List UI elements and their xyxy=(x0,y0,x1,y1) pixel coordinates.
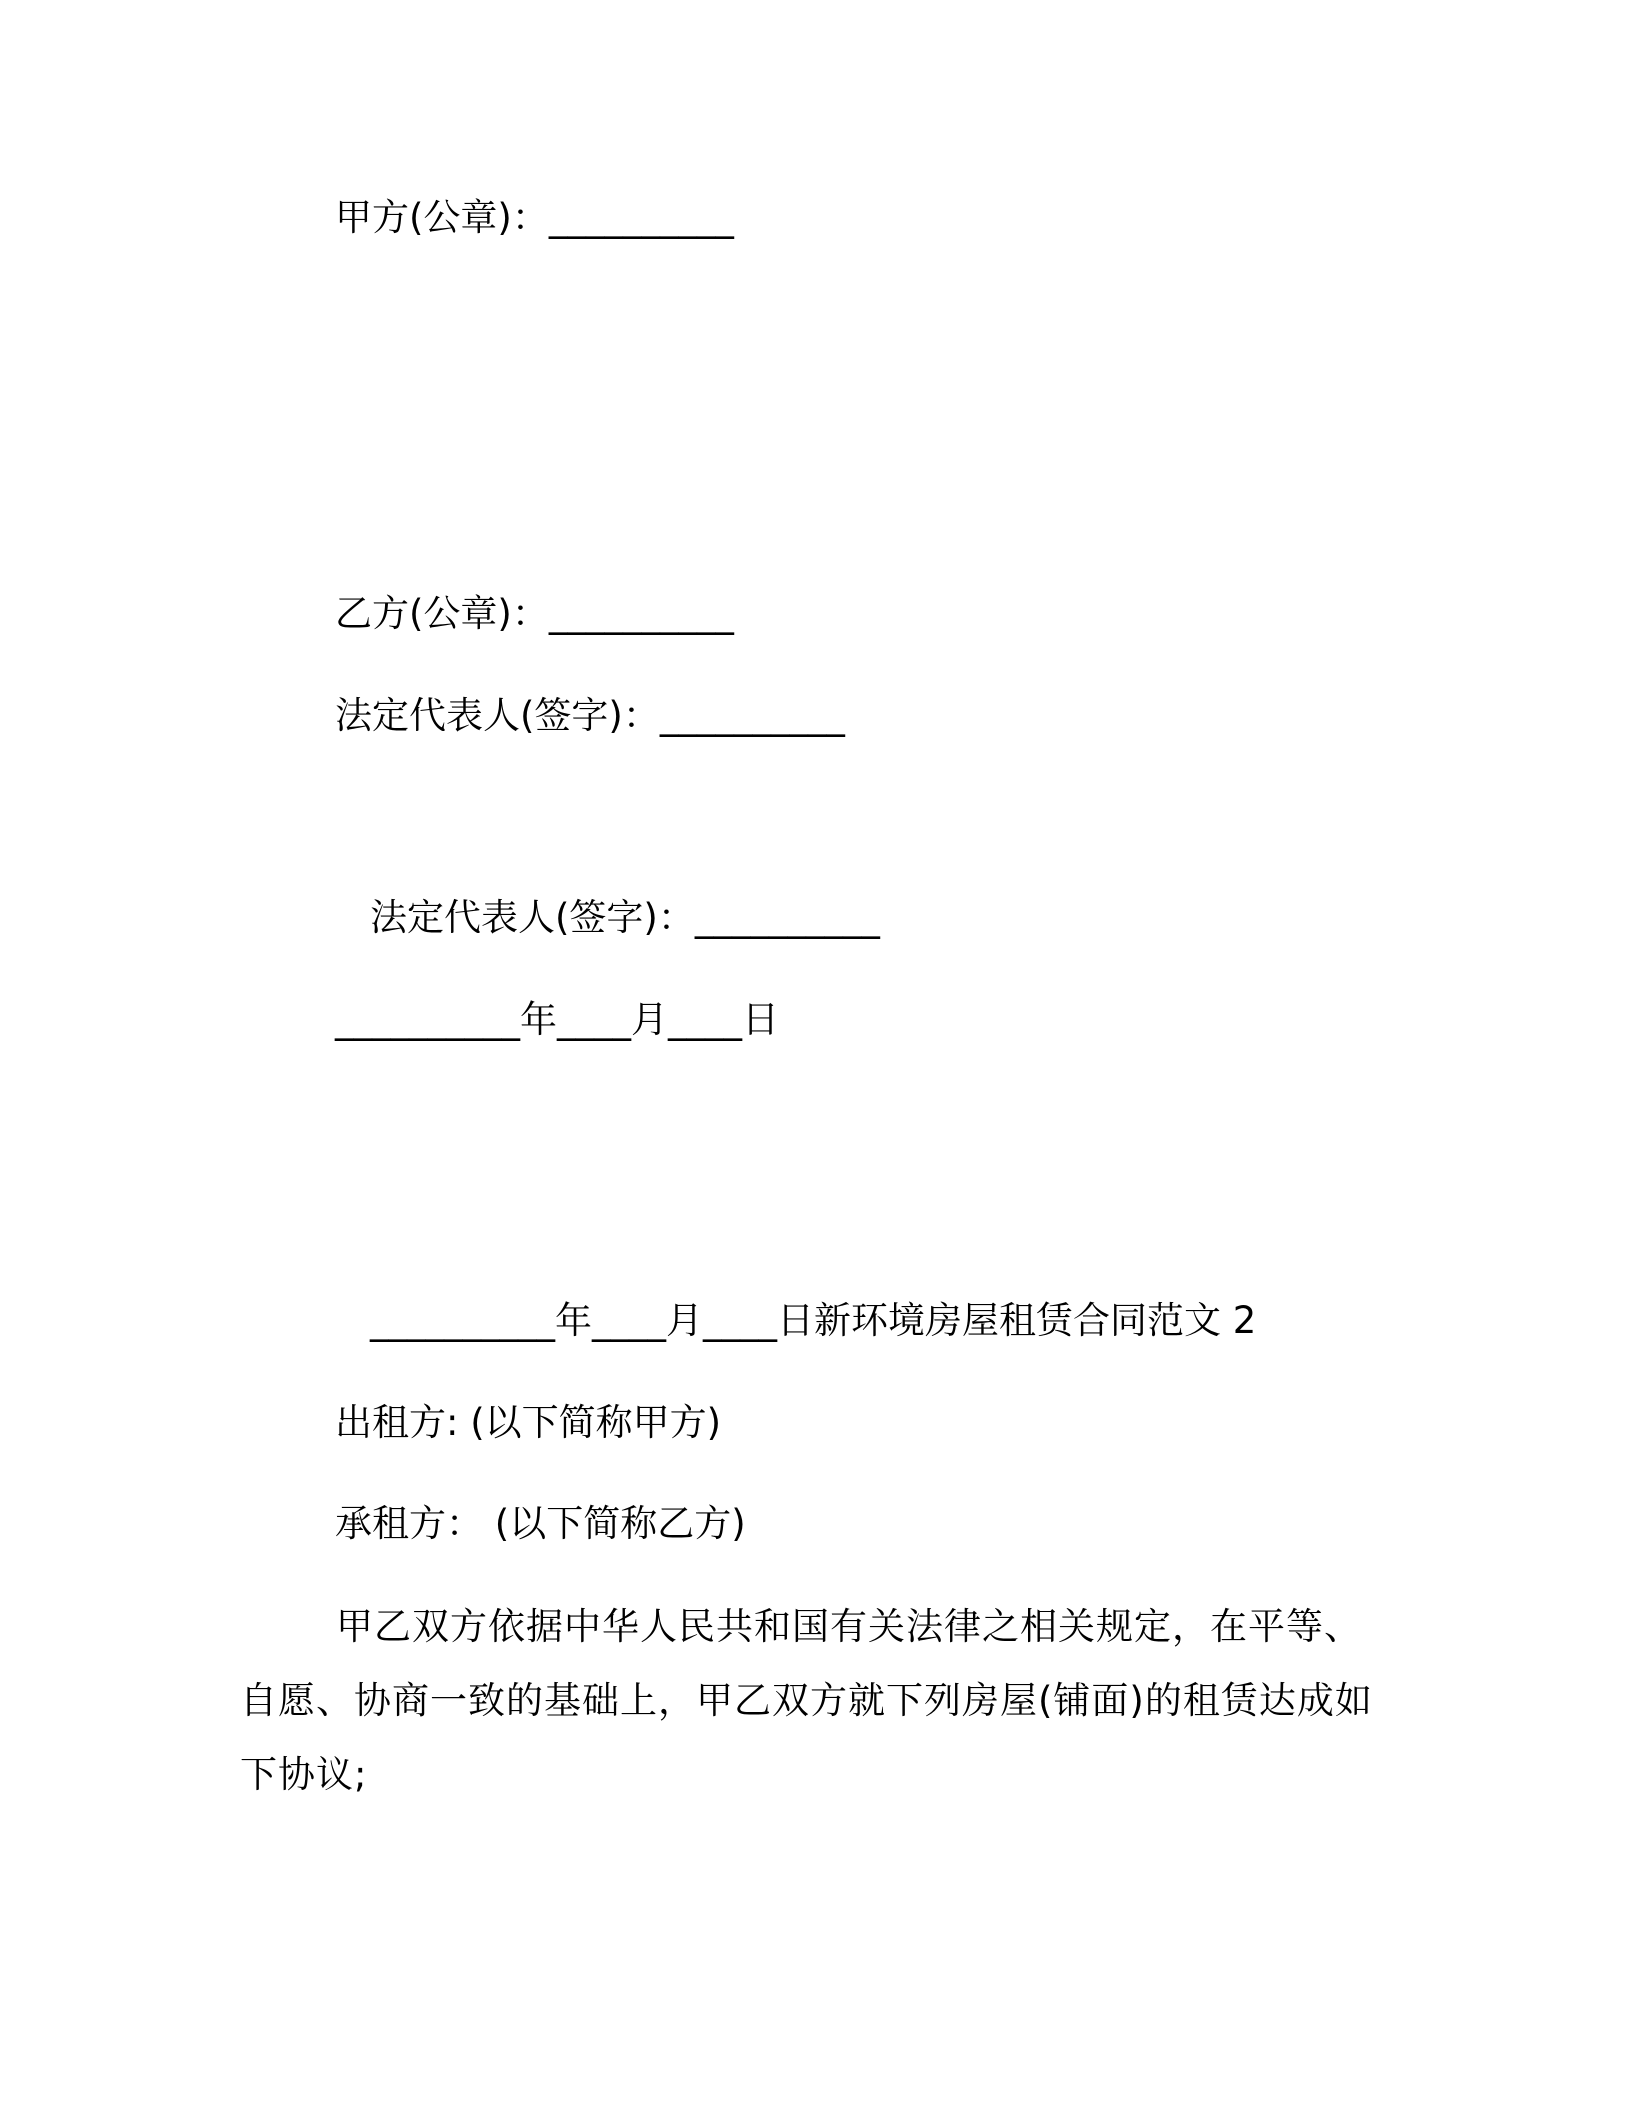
party-b-seal-line: 乙方(公章)：__________ xyxy=(335,592,734,635)
legal-representative-signature-line: 法定代表人(签字)：__________ xyxy=(335,694,845,737)
party-a-seal-line: 甲方(公章)：__________ xyxy=(335,196,734,239)
contract-title-line: __________年____月____日新环境房屋租赁合同范文 2 xyxy=(370,1299,1257,1342)
date-line: __________年____月____日 xyxy=(335,998,779,1041)
lessee-line: 承租方： (以下简称乙方) xyxy=(335,1502,746,1545)
lessor-line: 出租方: (以下简称甲方) xyxy=(335,1401,722,1444)
agreement-paragraph: 甲乙双方依据中华人民共和国有关法律之相关规定，在平等、自愿、协商一致的基础上，甲乙双方就下列房屋(铺面)的租赁达成如下协议; xyxy=(240,1605,1373,1796)
legal-representative-signature-line: 法定代表人(签字)：__________ xyxy=(370,896,880,939)
